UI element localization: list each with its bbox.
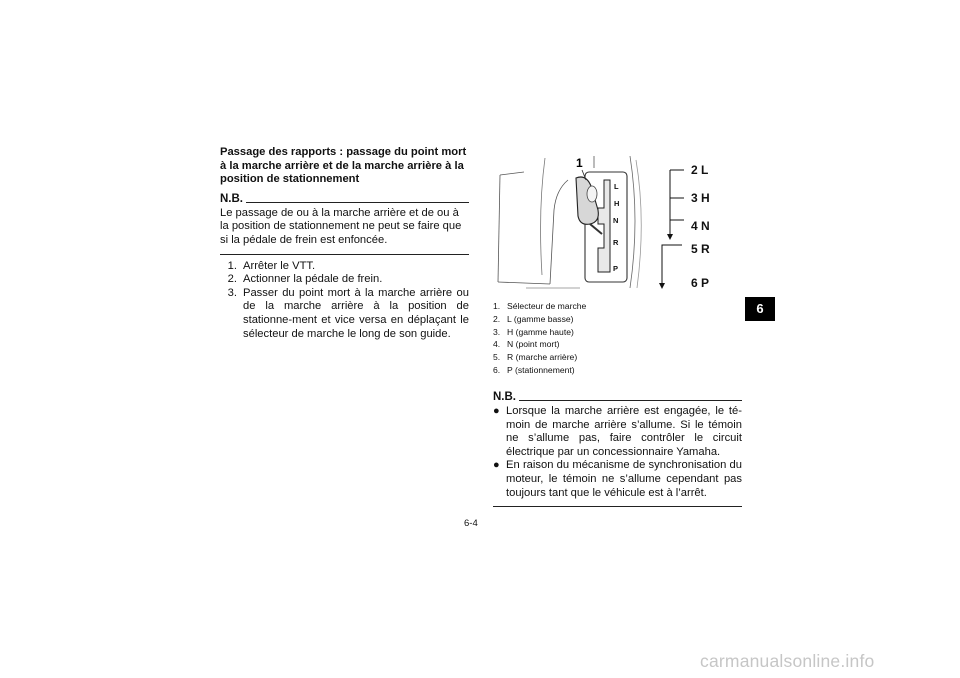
step-number: 3.	[227, 286, 237, 299]
gate-letter-r: R	[613, 238, 619, 247]
legend-text: R (marche arrière)	[507, 352, 578, 363]
nb-header	[220, 193, 469, 205]
nb-bullet-list	[493, 405, 742, 500]
nb-text: Le passage de ou à la marche arrière et de ou à la position de stationnement ne peut se faire que si la pédale de frein est enfoncée.	[220, 206, 462, 246]
step-text: Arrêter le VTT.	[243, 259, 316, 272]
position-label-5r: 5 R	[691, 242, 710, 256]
gate-letter-h: H	[614, 199, 620, 208]
nb-header	[493, 391, 742, 403]
legend-text: H (gamme haute)	[507, 326, 574, 337]
legend-number: 5.	[493, 352, 501, 363]
position-label-4n: 4 N	[691, 219, 710, 233]
callout-number: 1	[576, 156, 583, 170]
nb-rule	[246, 202, 469, 203]
shift-pattern-diagram	[662, 170, 684, 283]
step-number: 1.	[227, 259, 237, 272]
legend-number: 2.	[493, 313, 501, 324]
section-title: Passage des rapports : passage du point mort à la marche arrière et de la marche arrière à la position de stationnement	[220, 146, 467, 186]
step-item	[220, 260, 469, 274]
step-item	[220, 273, 469, 287]
bullet-text: En raison du mécanisme de synchronisation du moteur, le témoin ne s’allume cependant pas toujours tant que le véhicule est à l’arrêt.	[506, 459, 742, 499]
watermark: carmanualsonline.info	[700, 651, 875, 671]
chapter-tab: 6	[745, 297, 775, 321]
bullet-item	[493, 405, 742, 459]
nb-label: N.B.	[493, 391, 516, 403]
figure-legend	[493, 300, 743, 377]
steps-list	[220, 260, 469, 342]
step-number: 2.	[227, 273, 237, 286]
step-text: Actionner la pédale de frein.	[243, 273, 383, 286]
nb-bottom-rule	[220, 254, 469, 255]
nb-bottom-rule	[493, 506, 742, 507]
position-label-3h: 3 H	[691, 191, 710, 205]
gear-selector-illustration	[490, 150, 745, 295]
bullet-icon: ●	[493, 459, 500, 472]
legend-item	[493, 300, 743, 313]
gate-letter-n: N	[613, 216, 619, 225]
bullet-text: Lorsque la marche arrière est engagée, le té-moin de marche arrière s’allume. Si le témoin ne s’allume pas, faire contrôler le circuit électrique par un concessionnaire Yamaha.	[506, 405, 742, 458]
nb-note-right	[493, 391, 742, 507]
bullet-item	[493, 459, 742, 500]
legend-number: 4.	[493, 339, 501, 350]
legend-number: 1.	[493, 301, 501, 311]
nb-rule	[519, 400, 742, 401]
nb-label: N.B.	[220, 192, 243, 205]
gate-letter-l: L	[614, 182, 619, 191]
legend-item	[493, 338, 743, 351]
legend-text: Sélecteur de marche	[507, 301, 587, 311]
nb-note-left	[220, 193, 469, 255]
legend-text: N (point mort)	[507, 339, 560, 350]
left-column	[220, 146, 469, 341]
legend-number: 3.	[493, 326, 501, 337]
legend-item	[493, 313, 743, 326]
legend-text: L (gamme basse)	[507, 313, 574, 324]
legend-item	[493, 351, 743, 364]
legend-number: 6.	[493, 364, 501, 375]
arrow-down-icon	[659, 283, 665, 289]
bullet-icon: ●	[493, 405, 500, 417]
step-text: Passer du point mort à la marche arrière ou de la marche arrière à la position de stationne-ment et vice versa en déplaçant le sélecteur de marche le long de son guide.	[243, 286, 469, 340]
gate-letter-p: P	[613, 264, 619, 273]
arrow-down-icon	[667, 234, 673, 240]
position-label-6p: 6 P	[691, 276, 710, 290]
page-number: 6-4	[464, 518, 478, 529]
position-label-2l: 2 L	[691, 163, 709, 177]
legend-item	[493, 326, 743, 339]
step-item	[220, 287, 469, 341]
legend-text: P (stationnement)	[507, 364, 575, 375]
legend-item	[493, 364, 743, 377]
